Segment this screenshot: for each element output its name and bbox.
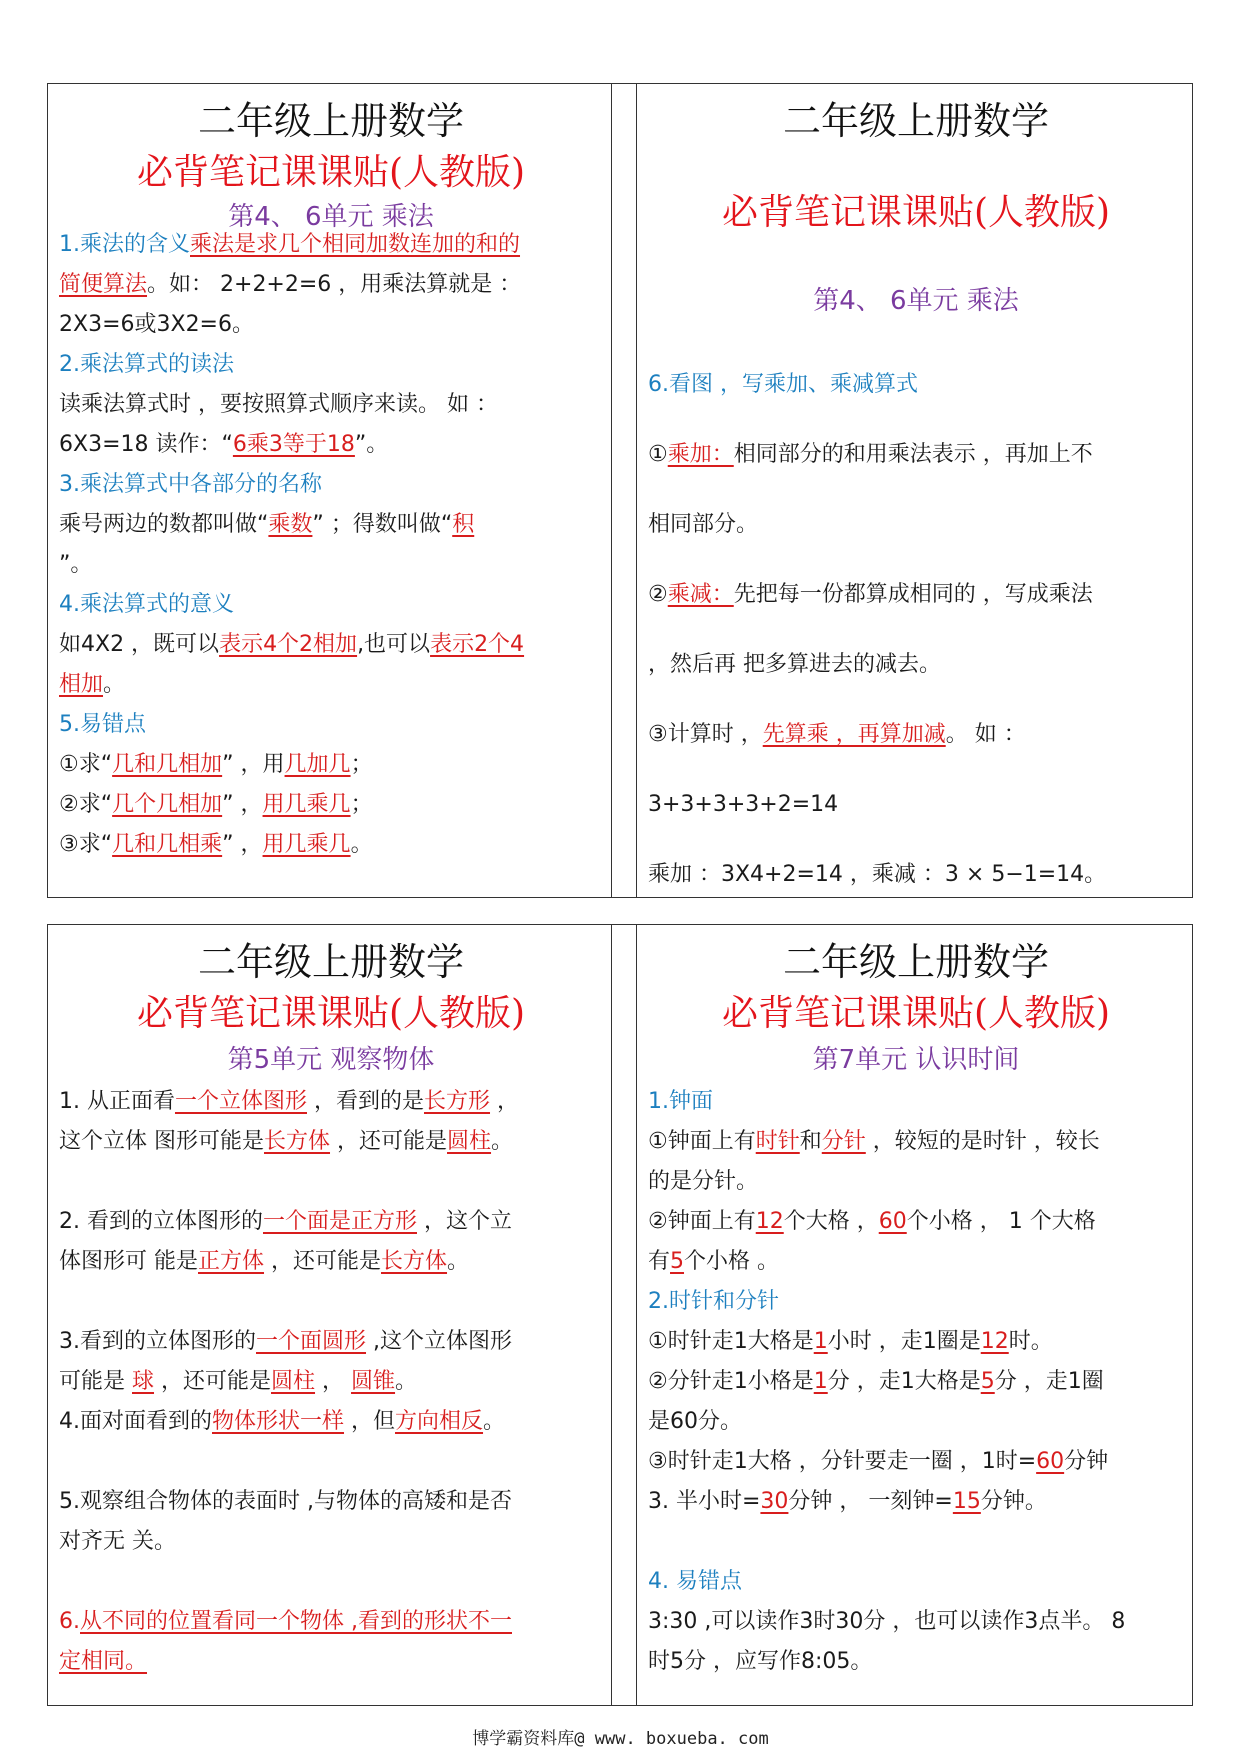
text-line: 如4X2 ，既可以表示4个2相加,也可以表示2个4 (59, 632, 525, 657)
text-line: 2. 看到的立体图形的一个面是正方形 ，这个立 (59, 1209, 512, 1234)
card-title: 二年级上册数学 (197, 99, 464, 143)
text-line: ①乘加：相同部分的和用乘法表示 ，再加上不 (648, 442, 1093, 467)
text-line: 相同部分。 (648, 512, 759, 537)
text-line: 3:30 ,可以读作3时30分 ，也可以读作3点半。 8 (648, 1609, 1126, 1634)
section-heading: 2.时针和分针 (648, 1289, 779, 1314)
column-divider (611, 84, 637, 897)
text-line: 1. 从正面看一个立体图形 ，看到的是长方形 ， (59, 1089, 520, 1114)
section-heading: 4.乘法算式的意义 (59, 592, 234, 617)
text-line: ②钟面上有12个大格 ，60个小格 ， 1 个大格 (648, 1209, 1096, 1234)
text-line: 4.面对面看到的物体形状一样 ，但方向相反。 (59, 1409, 506, 1434)
card-multiplication-1 (48, 84, 611, 897)
section-heading: 5.易错点 (59, 712, 146, 737)
section-heading: 4. 易错点 (648, 1569, 742, 1594)
footer-watermark: 博学霸资料库@ www. boxueba. com (472, 1729, 769, 1749)
text-line: ③计算时 ，先算乘 ，再算加减。 如 ： (648, 722, 1026, 747)
card-observing-objects (48, 925, 611, 1705)
text-line: ③求“几和几相乘” ，用几乘几。 (59, 832, 373, 857)
text-line: 可能是 球 ，还可能是圆柱 ， 圆锥。 (59, 1369, 418, 1394)
text-line: ①钟面上有时针和分针 ，较短的是时针 ，较长 (648, 1129, 1100, 1154)
text-line: 这个立体 图形可能是长方体 ，还可能是圆柱。 (59, 1129, 514, 1154)
text-line: 乘加 ：3X4+2=14 ，乘减 ：3 × 5−1=14。 (648, 862, 1107, 887)
text-line: 定相同。 (59, 1649, 148, 1674)
text-line: ②乘减：先把每一份都算成相同的 ，写成乘法 (648, 582, 1093, 607)
section-heading: 2.乘法算式的读法 (59, 352, 234, 377)
card-title: 二年级上册数学 (782, 940, 1049, 984)
unit-heading: 第4、 6单元 乘法 (813, 286, 1019, 316)
text-line: 3. 半小时=30分钟 ， 一刻钟=15分钟。 (648, 1489, 1047, 1514)
unit-heading: 第5单元 观察物体 (227, 1045, 435, 1075)
text-line: 是60分。 (648, 1409, 742, 1434)
text-line: ”。 (59, 552, 93, 577)
section-heading: 1.钟面 (648, 1089, 713, 1114)
text-line: 简便算法。如： 2+2+2=6 ，用乘法算就是 ： (59, 272, 522, 297)
text-line: 1.乘法的含义乘法是求几个相同加数连加的和的 (59, 232, 521, 257)
text-line: 乘号两边的数都叫做“乘数” ；得数叫做“积 (59, 512, 475, 537)
card-title: 二年级上册数学 (782, 99, 1049, 143)
card-subtitle: 必背笔记课课贴(人教版) (721, 993, 1111, 1034)
text-line: ①时针走1大格是1小时 ，走1圈是12时。 (648, 1329, 1053, 1354)
card-subtitle: 必背笔记课课贴(人教版) (136, 152, 526, 193)
text-line: ，然后再 把多算进去的减去。 (648, 652, 941, 677)
text-line: 读乘法算式时 ，要按照算式顺序来读。 如 ： (59, 392, 498, 417)
section-heading: 6.看图 ，写乘加、乘减算式 (648, 372, 918, 397)
text-line: ②分针走1小格是1分 ，走1大格是5分 ，走1圈 (648, 1369, 1104, 1394)
section-heading: 3.乘法算式中各部分的名称 (59, 472, 322, 497)
text-line: 5.观察组合物体的表面时 ,与物体的高矮和是否 (59, 1489, 512, 1514)
column-divider (611, 925, 637, 1705)
text-line: 时5分 ，应写作8:05。 (648, 1649, 873, 1674)
text-line: ②求“几个几相加” ，用几乘几； (59, 792, 373, 817)
unit-heading: 第7单元 认识时间 (812, 1045, 1020, 1075)
text-line: 3+3+3+3+2=14 (648, 792, 839, 817)
card-title: 二年级上册数学 (197, 940, 464, 984)
text-line: 体图形可 能是正方体 ，还可能是长方体。 (59, 1249, 470, 1274)
text-line: ①求“几和几相加” ，用几加几； (59, 752, 373, 777)
text-line: 的是分针。 (648, 1169, 759, 1194)
unit-heading: 第4、 6单元 乘法 (228, 202, 434, 232)
card-subtitle: 必背笔记课课贴(人教版) (136, 993, 526, 1034)
text-line: 3.看到的立体图形的一个面圆形 ,这个立体图形 (59, 1329, 513, 1354)
text-line: ③时针走1大格 ，分针要走一圈 ，1时=60分钟 (648, 1449, 1109, 1474)
text-line: 对齐无 关。 (59, 1529, 176, 1554)
top-sheet (47, 83, 1193, 898)
text-line: 2X3=6或3X2=6。 (59, 312, 254, 337)
card-subtitle: 必背笔记课课贴(人教版) (721, 192, 1111, 233)
text-line: 6X3=18 读作：“6乘3等于18”。 (59, 432, 389, 457)
card-time (637, 925, 1192, 1705)
text-line: 相加。 (59, 672, 126, 697)
text-line: 有5个小格 。 (648, 1249, 780, 1274)
card-multiplication-2 (637, 84, 1192, 897)
text-line: 6.从不同的位置看同一个物体 ,看到的形状不一 (59, 1609, 512, 1634)
bottom-sheet (47, 924, 1193, 1706)
